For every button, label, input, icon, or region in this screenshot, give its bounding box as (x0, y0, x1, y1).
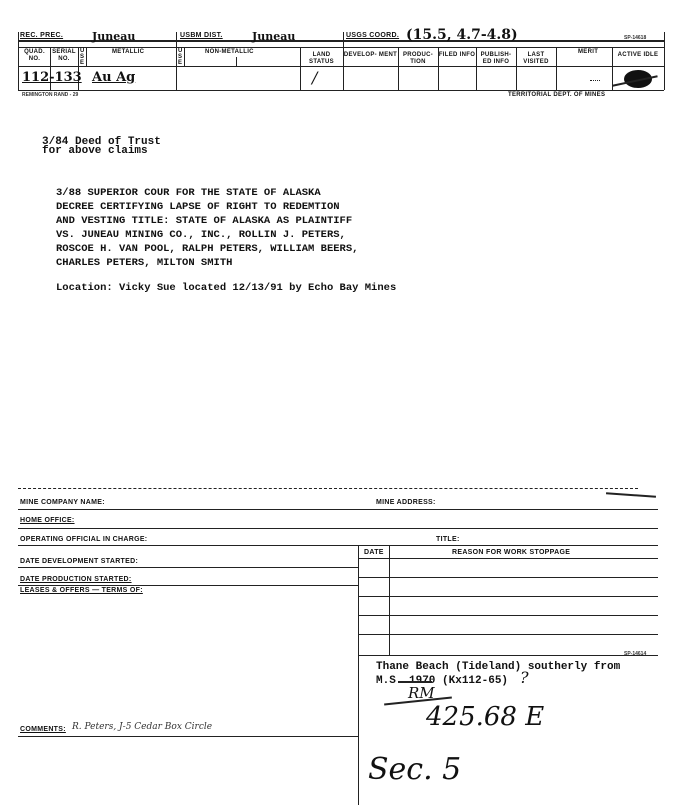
grid-rule (358, 634, 658, 635)
non-metallic-divider (236, 57, 237, 66)
col-active-idle: ACTIVE IDLE (617, 52, 659, 58)
title-label: TITLE: (436, 536, 460, 543)
col-filed-info: FILED INFO (438, 52, 476, 58)
handwritten-section: Sec. 5 (368, 752, 462, 787)
location-line: Location: Vicky Sue located 12/13/91 by Echo Bay Mines (56, 282, 397, 294)
footer-rule (18, 585, 358, 586)
header-vline (664, 32, 665, 90)
footer-rule (18, 567, 358, 568)
use-divider (184, 47, 185, 66)
comments-label: COMMENTS: (20, 726, 66, 733)
header-vline (343, 32, 344, 90)
date-production-label: DATE PRODUCTION STARTED: (20, 576, 132, 583)
col-merit: MERIT (578, 49, 599, 55)
handwritten-coordinate: 425.68 E (426, 702, 545, 732)
col-quad-no: QUAD. NO. (24, 49, 45, 62)
col-development: DEVELOP- MENT (343, 52, 398, 58)
col-land-status: LAND STATUS (309, 52, 334, 65)
grid-rule (358, 577, 658, 578)
col-production: PRODUC- TION (402, 52, 434, 65)
col-published-info: PUBLISH- ED INFO (480, 52, 512, 65)
grid-date-divider (389, 545, 390, 655)
footer-rule (18, 545, 658, 546)
decree-line-4: VS. JUNEAU MINING CO., INC., ROLLIN J. PETERS, (56, 229, 346, 241)
grid-rule (358, 615, 658, 616)
footer-rule (18, 528, 658, 529)
form-code-top: SP-14618 (624, 35, 647, 41)
mine-address-label: MINE ADDRESS: (376, 499, 436, 506)
use-divider (86, 47, 87, 66)
usbm-dist-label: USBM DIST. (180, 32, 223, 39)
reason-stoppage-label: REASON FOR WORK STOPPAGE (452, 549, 571, 556)
footer-rule (18, 509, 658, 510)
header-vline (556, 47, 557, 90)
header-rule-2 (18, 47, 664, 48)
rec-prec-value: Juneau (92, 30, 136, 43)
typed-location-line-1: Thane Beach (Tideland) southerly from (376, 661, 621, 673)
date-col-label: DATE (364, 549, 384, 556)
leases-offers-label: LEASES & OFFERS — TERMS OF: (20, 587, 143, 594)
land-status-mark: / (312, 68, 318, 87)
footer-top-mark (606, 492, 656, 497)
col-use-left: U S E (80, 48, 85, 66)
header-bottom-rule (18, 90, 664, 91)
grid-left-border (358, 545, 359, 655)
footer-top-rule (18, 488, 638, 489)
decree-line-2: DECREE CERTIFYING LAPSE OF RIGHT TO REDEMTION (56, 201, 340, 213)
quad-serial-value: 112-133 (22, 70, 82, 85)
header-vline (176, 32, 177, 90)
deed-of-trust-line-1: 3/84 Deed of Trust (42, 136, 161, 148)
operating-official-label: OPERATING OFFICIAL IN CHARGE: (20, 536, 148, 543)
metallic-value: Au Ag (92, 70, 136, 85)
handwritten-rm: RM (408, 684, 435, 702)
printer-line: REMINGTON RAND - 29 (22, 92, 79, 98)
rec-prec-label: REC. PREC. (20, 32, 64, 39)
typed-location-line-2: M.S. 1970 (Kx112-65) (376, 675, 509, 687)
decree-line-6: CHARLES PETERS, MILTON SMITH (56, 257, 233, 269)
col-serial-no: SERIAL NO. (52, 49, 76, 62)
header-rule-3 (18, 66, 664, 67)
comments-rule (18, 736, 358, 737)
col-last-visited: LAST VISITED (523, 52, 549, 65)
handwritten-question-mark: ? (520, 668, 529, 687)
grid-rule (358, 596, 658, 597)
strike-mark (398, 681, 432, 683)
usgs-coord-value: (15.5, 4.7-4.8) (406, 27, 518, 43)
usbm-dist-value: Juneau (252, 30, 296, 43)
grid-rule (358, 558, 658, 559)
col-metallic: METALLIC (112, 49, 145, 55)
deed-of-trust-line-2: for above claims (42, 145, 148, 157)
home-office-label: HOME OFFICE: (20, 517, 75, 524)
merit-dash (590, 80, 600, 81)
grid-bottom-rule (358, 655, 658, 656)
territorial-dept: TERRITORIAL DEPT. OF MINES (508, 92, 606, 98)
decree-line-1: 3/88 SUPERIOR COUR FOR THE STATE OF ALASKA (56, 187, 321, 199)
decree-line-5: ROSCOE H. VAN POOL, RALPH PETERS, WILLIAM BEERS, (56, 243, 359, 255)
form-code-bottom: SP-14614 (624, 651, 647, 657)
comments-value: R. Peters, J-5 Cedar Box Circle (72, 722, 213, 732)
col-use-right: U S E (178, 48, 183, 66)
mine-company-name-label: MINE COMPANY NAME: (20, 499, 105, 506)
col-non-metallic: NON-METALLIC (205, 49, 254, 55)
lower-divider (358, 655, 359, 805)
usgs-coord-label: USGS COORD. (346, 32, 400, 39)
decree-line-3: AND VESTING TITLE: STATE OF ALASKA AS PLAINTIFF (56, 215, 353, 227)
date-development-label: DATE DEVELOPMENT STARTED: (20, 558, 139, 565)
